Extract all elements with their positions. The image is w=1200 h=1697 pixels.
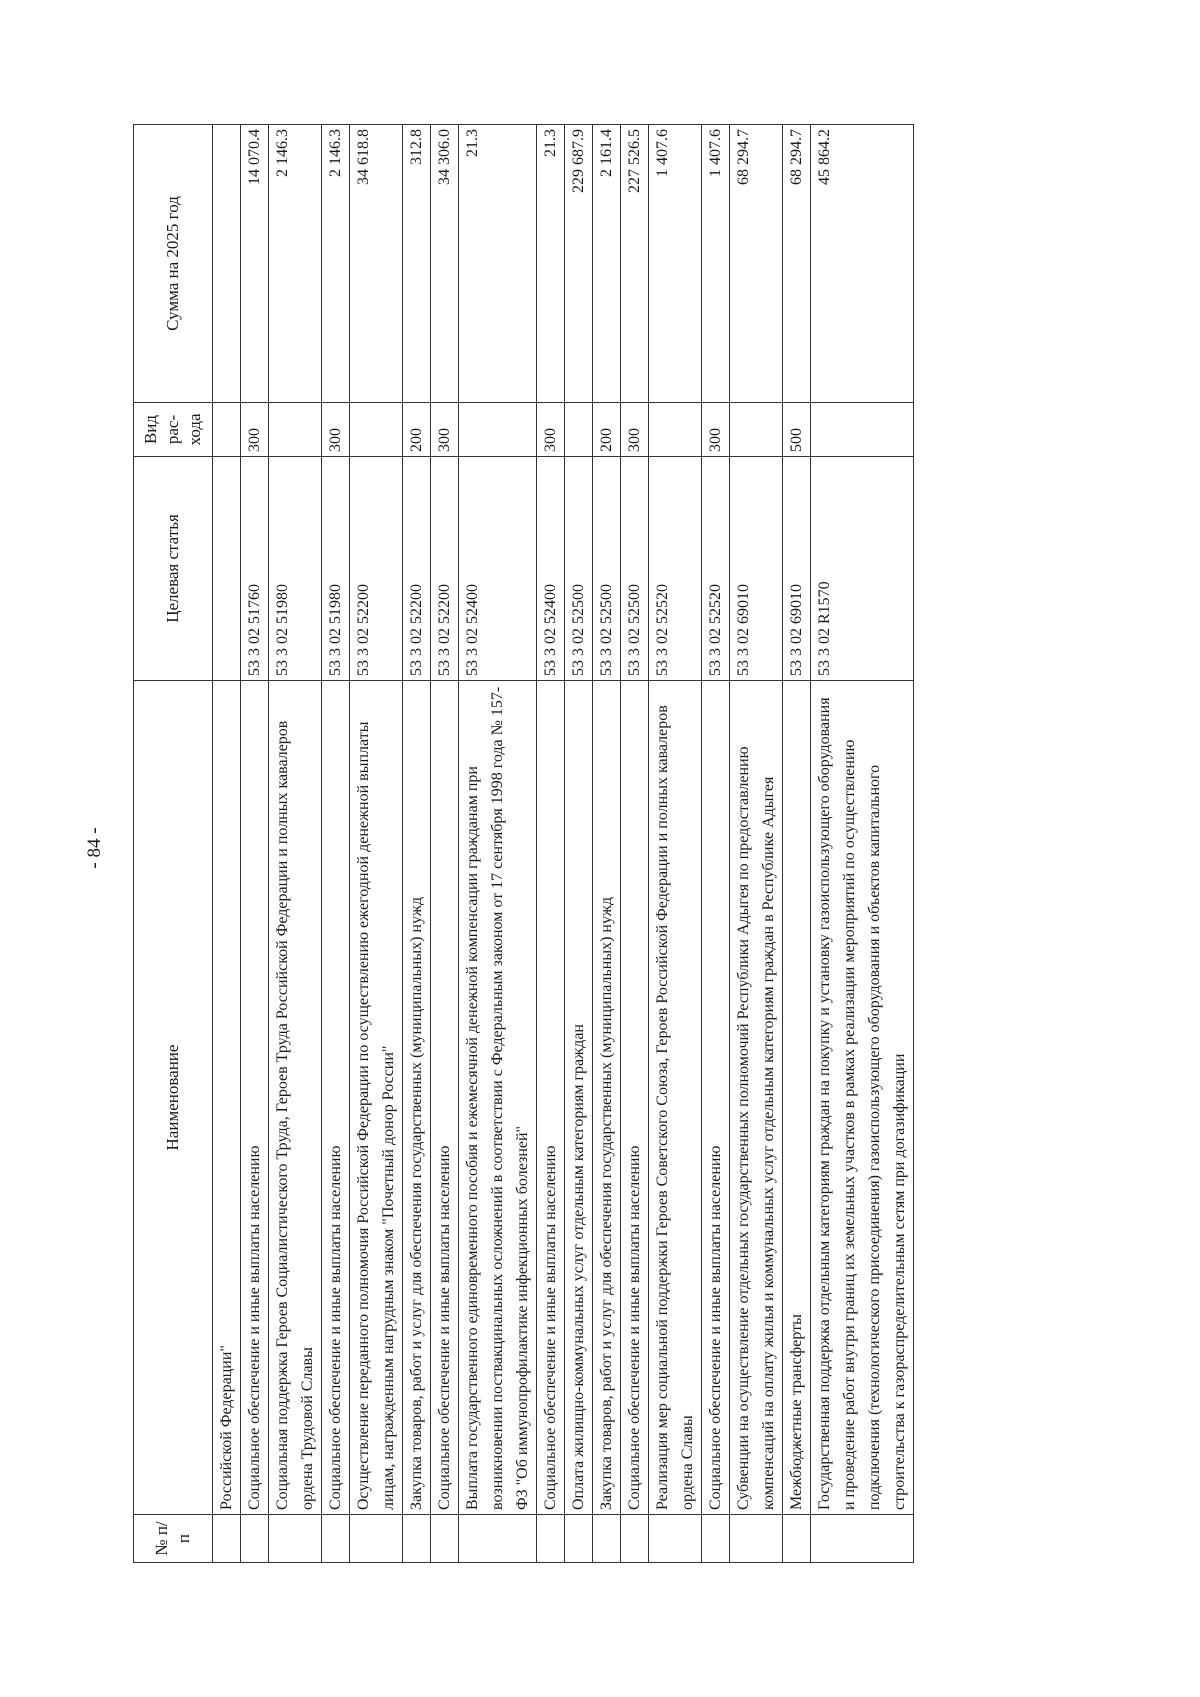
header-type: Вид рас- хода: [134, 403, 213, 457]
table-row: [403, 125, 431, 1563]
row-code-cell: 53 3 02 51760: [241, 457, 269, 681]
row-amount-cell: 68 294.7: [730, 125, 783, 403]
row-type-cell: 300: [621, 403, 649, 457]
row-code-cell: 53 3 02 52400: [459, 457, 537, 681]
table-row: [322, 125, 350, 1563]
row-name-cell: Государственная поддержка отдельным категориям граждан на покупку и установку газоиспользующего оборудования и проведение работ внутри границ их земельных участков в рамках реализации мероприятий по осуществлению подключения (технологического присоединения) газоиспользующего оборудования и объектов капитального строительства к газораспределительным сетям при догазификации: [811, 681, 914, 1515]
row-num-cell: [241, 1515, 269, 1563]
row-type-cell: 300: [537, 403, 565, 457]
row-type-cell: 300: [241, 403, 269, 457]
table-row: [537, 125, 565, 1563]
row-code-cell: 53 3 02 69010: [730, 457, 783, 681]
table-row: [811, 125, 914, 1563]
row-code-cell: 53 3 02 69010: [783, 457, 811, 681]
row-amount-cell: [213, 125, 241, 403]
row-code-cell: 53 3 02 52200: [350, 457, 403, 681]
row-amount-cell: 2 146.3: [269, 125, 322, 403]
row-num-cell: [459, 1515, 537, 1563]
row-code-cell: [213, 457, 241, 681]
row-name-cell: Социальное обеспечение и иные выплаты населению: [322, 681, 350, 1515]
row-amount-cell: 1 407.6: [702, 125, 730, 403]
table-row: [269, 125, 322, 1563]
row-num-cell: [565, 1515, 593, 1563]
row-type-cell: 300: [702, 403, 730, 457]
table-row: [730, 125, 783, 1563]
table-row: [241, 125, 269, 1563]
header-num: № п/п: [134, 1515, 213, 1563]
row-num-cell: [431, 1515, 459, 1563]
row-type-cell: [811, 403, 914, 457]
row-num-cell: [649, 1515, 702, 1563]
table-row: [783, 125, 811, 1563]
row-amount-cell: 45 864.2: [811, 125, 914, 403]
row-name-cell: Социальное обеспечение и иные выплаты населению: [702, 681, 730, 1515]
table-row: [702, 125, 730, 1563]
row-name-cell: Социальная поддержка Героев Социалистического Труда, Героев Труда Российской Федерации и полных кавалеров ордена Трудовой Славы: [269, 681, 322, 1515]
row-name-cell: Реализация мер социальной поддержки Героев Советского Союза, Героев Российской Федерации и полных кавалеров ордена Славы: [649, 681, 702, 1515]
row-num-cell: [322, 1515, 350, 1563]
table-row: [621, 125, 649, 1563]
row-num-cell: [811, 1515, 914, 1563]
row-num-cell: [350, 1515, 403, 1563]
row-type-cell: [269, 403, 322, 457]
row-code-cell: 53 3 02 52520: [702, 457, 730, 681]
table-row: [649, 125, 702, 1563]
row-num-cell: [269, 1515, 322, 1563]
table-row: [431, 125, 459, 1563]
row-name-cell: Осуществление переданного полномочия Российской Федерации по осуществлению ежегодной денежной выплаты лицам, награжденным нагрудным знаком "Почетный донор России": [350, 681, 403, 1515]
row-num-cell: [730, 1515, 783, 1563]
row-type-cell: [730, 403, 783, 457]
row-num-cell: [702, 1515, 730, 1563]
row-amount-cell: 229 687.9: [565, 125, 593, 403]
row-code-cell: 53 3 02 51980: [269, 457, 322, 681]
row-name-cell: Социальное обеспечение и иные выплаты населению: [621, 681, 649, 1515]
table-body: [213, 125, 914, 1563]
row-type-cell: 300: [431, 403, 459, 457]
row-name-cell: Закупка товаров, работ и услуг для обеспечения государственных (муниципальных) нужд: [403, 681, 431, 1515]
row-code-cell: 53 3 02 51980: [322, 457, 350, 681]
row-name-cell: Межбюджетные трансферты: [783, 681, 811, 1515]
row-type-cell: [649, 403, 702, 457]
budget-table: [133, 124, 914, 1563]
row-type-cell: [565, 403, 593, 457]
row-code-cell: 53 3 02 52520: [649, 457, 702, 681]
table-row: [459, 125, 537, 1563]
row-name-cell: Социальное обеспечение и иные выплаты населению: [431, 681, 459, 1515]
row-name-cell: Субвенции на осуществление отдельных государственных полномочий Республики Адыгея по предоставлению компенсаций на оплату жилья и коммунальных услуг отдельным категориям граждан в Республике Адыгея: [730, 681, 783, 1515]
row-amount-cell: 21.3: [459, 125, 537, 403]
row-amount-cell: 34 618.8: [350, 125, 403, 403]
row-type-cell: 200: [403, 403, 431, 457]
row-num-cell: [593, 1515, 621, 1563]
row-amount-cell: 2 161.4: [593, 125, 621, 403]
row-type-cell: [459, 403, 537, 457]
row-code-cell: 53 3 02 52500: [621, 457, 649, 681]
row-name-cell: Выплата государственного единовременного пособия и ежемесячной денежной компенсации гражданам при возникновении поствакцинальных осложнений в соответствии с Федеральным законом от 17 сентября 1998 года № 157-ФЗ "Об иммунопрофилактике инфекционных болезней": [459, 681, 537, 1515]
row-name-cell: Социальное обеспечение и иные выплаты населению: [537, 681, 565, 1515]
budget-table-container: [133, 125, 971, 1563]
row-type-cell: 300: [322, 403, 350, 457]
row-type-cell: [350, 403, 403, 457]
row-num-cell: [213, 1515, 241, 1563]
row-amount-cell: 2 146.3: [322, 125, 350, 403]
row-code-cell: 53 3 02 52500: [565, 457, 593, 681]
row-amount-cell: 21.3: [537, 125, 565, 403]
row-name-cell: Закупка товаров, работ и услуг для обеспечения государственных (муниципальных) нужд: [593, 681, 621, 1515]
row-amount-cell: 1 407.6: [649, 125, 702, 403]
row-code-cell: 53 3 02 52500: [593, 457, 621, 681]
row-amount-cell: 14 070.4: [241, 125, 269, 403]
table-row: [593, 125, 621, 1563]
row-amount-cell: 227 526.5: [621, 125, 649, 403]
row-code-cell: 53 3 02 52400: [537, 457, 565, 681]
row-num-cell: [783, 1515, 811, 1563]
row-type-cell: 500: [783, 403, 811, 457]
row-amount-cell: 312.8: [403, 125, 431, 403]
table-row: [350, 125, 403, 1563]
row-num-cell: [621, 1515, 649, 1563]
row-name-cell: Оплата жилищно-коммунальных услуг отдельным категориям граждан: [565, 681, 593, 1515]
table-header: [134, 125, 213, 1563]
header-amount: Сумма на 2025 год: [134, 125, 213, 403]
row-num-cell: [403, 1515, 431, 1563]
row-name-cell: Российской Федерации": [213, 681, 241, 1515]
row-code-cell: 53 3 02 52200: [431, 457, 459, 681]
row-code-cell: 53 3 02 R1570: [811, 457, 914, 681]
row-code-cell: 53 3 02 52200: [403, 457, 431, 681]
row-type-cell: [213, 403, 241, 457]
row-type-cell: 200: [593, 403, 621, 457]
header-code: Целевая статья: [134, 457, 213, 681]
table-row: [565, 125, 593, 1563]
table-row: [213, 125, 241, 1563]
row-num-cell: [537, 1515, 565, 1563]
row-name-cell: Социальное обеспечение и иные выплаты населению: [241, 681, 269, 1515]
page-number: - 84 -: [84, 827, 105, 869]
row-amount-cell: 34 306.0: [431, 125, 459, 403]
row-amount-cell: 68 294.7: [783, 125, 811, 403]
header-name: Наименование: [134, 681, 213, 1515]
